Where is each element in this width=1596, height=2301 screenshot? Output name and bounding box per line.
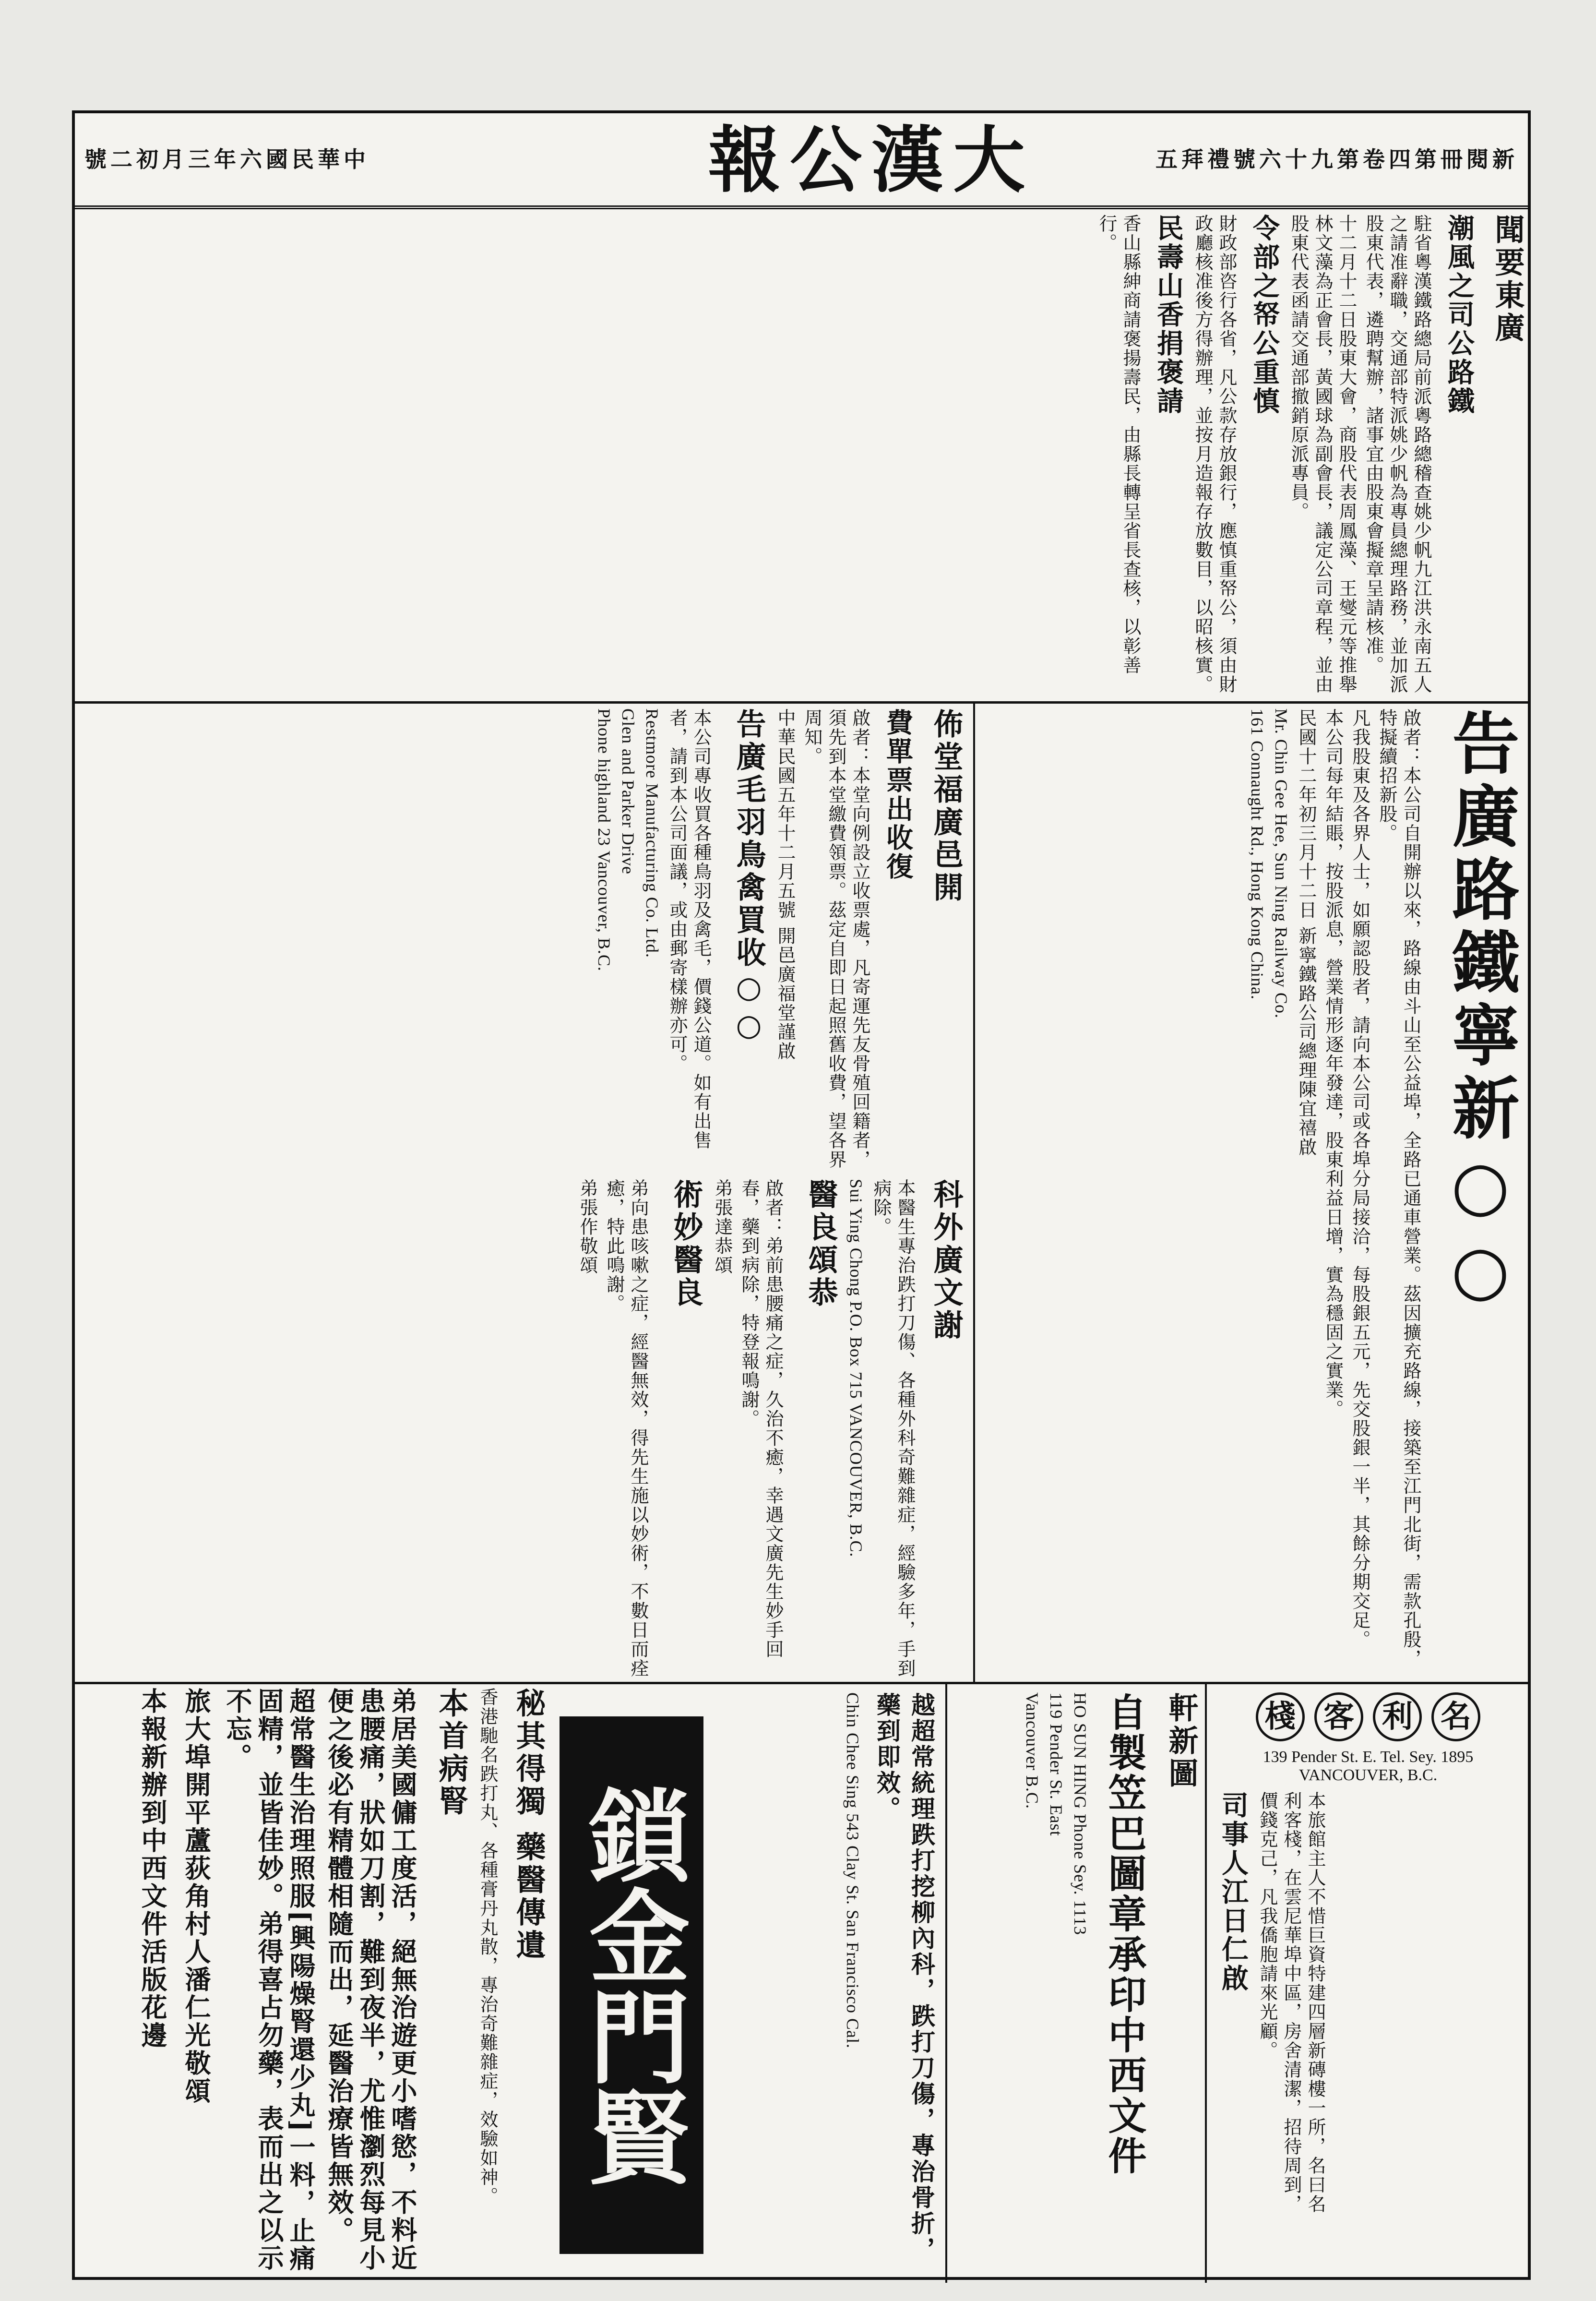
- kaiping-footer: 中華民國五年十二月五號 開邑廣福堂謹啟: [774, 708, 796, 1061]
- medical-ads: [75, 1179, 967, 1678]
- newspaper-page: [72, 110, 1531, 2280]
- stamp-shop-ad: [948, 1692, 1203, 2278]
- treasury-text: 財政部咨行各省，凡公款存放銀行，應慎重帑公，須由財政廳核准後方得辦理，並按月造報存放數目，以昭核實。: [1192, 214, 1237, 694]
- gold-lock-ad: [555, 1688, 943, 2278]
- divider-bottom: [75, 1682, 1528, 1684]
- kaiping-text: 啟者：本堂向例設立收票處，凡寄運先友骨殖回籍者，須先到本堂繳費領票。茲定自即日起照舊收費，望各界周知。: [801, 708, 870, 1169]
- xinning-header: 告廣路鐵寧新○○: [1441, 708, 1520, 1315]
- railway-text-2: 十二月十二日股東大會，商股代表周鳳藻、王燮元等推舉林文藻為正會長，黃國球為副會長，議定公司章程，並由股東代表函請交通部撤銷原派專員。: [1288, 214, 1357, 694]
- railway-subheader: 潮風之司公路鐵: [1443, 214, 1475, 416]
- feather-english-2: Glen and Parker Drive: [619, 708, 638, 875]
- gold-lock-body: [713, 1692, 939, 2273]
- kidney-text-1: 弟居美國傭工度活，絕無治遊更小嗜慾，不料近患腰痛，狀如刀割，難到夜半，尤惟瀏烈每見小便之後必有精體相隨而出，延醫治療皆無效。: [324, 1688, 418, 2272]
- railway-text-1: 駐省粵漢鐵路總局前派粵路總稽查姚少帆九江洪永南五人之請准辭職，交通部特派姚少帆為專員總理路務，並加派股東代表，遴聘幫辦，諸事宜由股東會擬章呈請核准。: [1363, 214, 1432, 694]
- surgeon-text: 本醫生專治跌打刀傷、各種外科奇難雜症，經驗多年，手到病除。: [870, 1179, 916, 1678]
- stamp-header: 軒新圖: [1164, 1692, 1199, 1790]
- hotel-sign-row: [1207, 1692, 1529, 1741]
- xinning-english-2: 161 Connaught Rd., Hong Kong China.: [1248, 708, 1267, 1000]
- medicine-ads: [75, 1688, 550, 2278]
- kaiping-subheader: 費單票出收復: [882, 708, 914, 881]
- xinning-text-4: 民國十二年初三月十二日 新寧鐵路公司總理陳宜禧啟: [1296, 708, 1317, 1157]
- kaiping-notice: [75, 708, 967, 1169]
- feather-english-1: Restmore Manufacturing Co. Ltd.: [643, 708, 662, 958]
- gooddoc-text: 弟向患咳嗽之症，經醫無效，得先生施以妙術，不數日而痊癒，特此鳴謝。: [604, 1179, 649, 1678]
- hotel-ad: [1207, 1688, 1529, 2278]
- guangdong-news: [75, 214, 1529, 699]
- print-notice: 本報新辦到中西文件活版花邊: [137, 1688, 168, 2049]
- kidney-header: 本首病腎: [434, 1688, 469, 1818]
- stamp-english-1: HO SUN HING Phone Sey. 1113: [1071, 1692, 1090, 1935]
- xiangshan-subheader: 民壽山香捐褒請: [1153, 214, 1184, 416]
- xinning-railway-ad: [977, 708, 1529, 1678]
- treasury-subheader: 令部之帑公重慎: [1249, 214, 1280, 416]
- newspaper-title: 報公漢大: [708, 118, 1035, 203]
- medicine-text: 香港馳名跌打丸、各種膏丹丸散，專治奇難雜症，效驗如神。: [477, 1688, 498, 2206]
- xinning-text-3: 本公司每年結賬，按股派息，營業情形逐年發達，股東利益日增，實為穩固之實業。: [1322, 708, 1344, 1419]
- feather-text: 本公司專收買各種鳥羽及禽毛，價錢公道。如有出售者，請到本公司面議，或由郵寄樣辦亦可。: [667, 708, 712, 1150]
- stamp-english-3: Vancouver B.C.: [1023, 1692, 1042, 1809]
- gold-lock-text: 越超常統理跌打挖柳內科，跌打刀傷，專治骨折，藥到即效。: [873, 1692, 936, 2263]
- hotel-sign-1: 棧: [1256, 1692, 1305, 1741]
- gooddoc-header: 術妙醫良: [668, 1179, 703, 1309]
- hotel-english-1: 139 Pender St. E. Tel. Sey. 1895: [1263, 1748, 1474, 1766]
- hotel-sign-3: 利: [1373, 1692, 1422, 1741]
- divider-mid-1: [973, 704, 975, 1683]
- divider-bottom-2: [945, 1683, 947, 2283]
- gooddoc-footer: 弟張作敬頌: [577, 1179, 598, 1275]
- kaiping-header: 佈堂福廣邑開: [929, 708, 964, 904]
- masthead-date: 號二初月三年六國民華中: [84, 146, 369, 172]
- feather-header: 告廣毛羽鳥禽買收○○: [731, 708, 766, 1045]
- gold-lock-english: Chin Chee Sing 543 Clay St. San Francisco Cal.: [843, 1692, 862, 2049]
- hotel-sign-4: 名: [1431, 1692, 1480, 1741]
- congrats-header: 醫良頌恭: [803, 1179, 838, 1309]
- congrats-footer: 弟張達恭頌: [712, 1179, 733, 1275]
- divider-bottom-1: [1205, 1683, 1207, 2283]
- xinning-text-1: 啟者：本公司自開辦以來，路線由斗山至公益埠，全路已通車營業。茲因擴充路線，接築至江門北街，需款孔殷，特擬續招新股。: [1376, 708, 1421, 1668]
- gold-lock-seal: 鎖金門賢: [560, 1716, 703, 2254]
- masthead: [75, 113, 1528, 209]
- xinning-english-1: Mr. Chin Gee Hee, Sun Ning Railway Co.: [1272, 708, 1291, 1019]
- hotel-footer: 司事人江日仁啟: [1217, 1791, 1249, 1993]
- xiangshan-text: 香山縣紳商請褒揚壽民，由縣長轉呈省長查核，以彰善行。: [1096, 214, 1141, 675]
- guangdong-header: 聞要東廣: [1490, 214, 1525, 345]
- surgeon-header: 科外廣文謝: [929, 1179, 964, 1342]
- feather-english-3: Phone highland 23 Vancouver, B.C.: [595, 708, 614, 971]
- divider-top: [75, 701, 1528, 704]
- xinning-text-2: 凡我股東及各界人士，如願認股者，請向本公司或各埠分局接洽，每股銀五元，先交股銀一半，其餘分期交足。: [1349, 708, 1370, 1649]
- hotel-text: 本旅館主人不惜巨資特建四層新磚樓一所，名曰名利客棧，在雲尼華埠中區，房舍清潔，招待周到，價錢克己，凡我僑胞請來光顧。: [1257, 1791, 1326, 2214]
- congrats-text: 啟者：弟前患腰痛之症，久治不癒，幸遇文廣先生妙手回春，藥到病除，特登報鳴謝。: [738, 1179, 784, 1659]
- hotel-sign-2: 客: [1314, 1692, 1363, 1741]
- stamp-text: 自製笠巴圖章承印中西文件: [1102, 1692, 1147, 2176]
- masthead-issue: 五拜禮號六十九第卷四第冊閱新: [1155, 146, 1518, 172]
- kidney-footer: 旅大埠開平蘆荻角村人潘仁光敬頌: [181, 1688, 212, 2105]
- medicine-header: 秘其得獨 藥醫傳遺: [511, 1688, 546, 1962]
- hotel-english-2: VANCOUVER, B.C.: [1298, 1766, 1438, 1784]
- kidney-text-2: 超常醫生治理照服[興陽燥腎還少丸]一料，止痛固精，並皆佳妙。弟得喜占勿藥，表而出之以示不忘。: [222, 1688, 316, 2273]
- stamp-english-2: 119 Pender St. East: [1047, 1692, 1066, 1836]
- hotel-body: [1207, 1791, 1327, 2223]
- surgeon-english: Sui Ying Chong P.O. Box 715 VANCOUVER, B.C.: [846, 1179, 866, 1558]
